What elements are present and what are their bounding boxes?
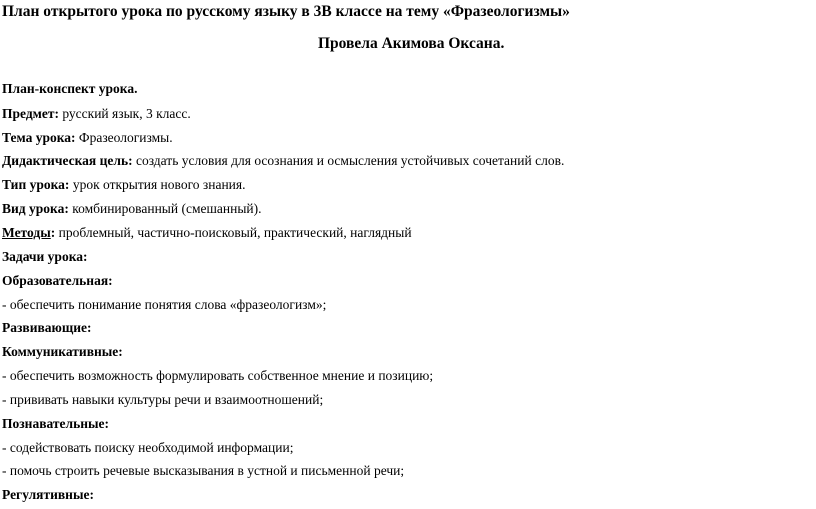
topic-label: Тема урока:: [2, 130, 76, 145]
topic-line: [2, 130, 173, 146]
goal-label: Дидактическая цель:: [2, 153, 133, 168]
cognitive-item: - помочь строить речевые высказывания в устной и письменной речи;: [2, 463, 405, 478]
developing-heading: Развивающие:: [2, 320, 92, 335]
type-value: урок открытия нового знания.: [69, 177, 246, 192]
kind-line: [2, 201, 262, 217]
goal-value: создать условия для осознания и осмысления устойчивых сочетаний слов.: [132, 153, 565, 168]
cognitive-item: - содействовать поиску необходимой информации;: [2, 440, 294, 455]
subject-label: Предмет:: [2, 106, 59, 121]
tasks-heading: Задачи урока:: [2, 249, 88, 264]
subject-line: [2, 106, 191, 122]
methods-line: [2, 225, 412, 241]
regulatory-heading: Регулятивные:: [2, 487, 94, 502]
methods-value: проблемный, частично-поисковый, практический, наглядный: [55, 225, 412, 240]
plan-heading: План-конспект урока.: [2, 81, 138, 96]
subject-value: русский язык, 3 класс.: [58, 106, 191, 121]
communicative-item: - обеспечить возможность формулировать собственное мнение и позицию;: [2, 368, 434, 383]
topic-value: Фразеологизмы.: [75, 130, 173, 145]
kind-value: комбинированный (смешанный).: [68, 201, 262, 216]
educational-heading: Образовательная:: [2, 273, 113, 288]
type-label: Тип урока:: [2, 177, 70, 192]
methods-colon: :: [50, 225, 56, 240]
communicative-heading: Коммуникативные:: [2, 344, 123, 359]
document-author: Провела Акимова Оксана.: [318, 35, 505, 52]
goal-line: [2, 153, 564, 169]
cognitive-heading: Познавательные:: [2, 416, 110, 431]
kind-label: Вид урока:: [2, 201, 69, 216]
methods-label: Методы: [2, 225, 51, 240]
type-line: [2, 177, 245, 193]
communicative-item: - прививать навыки культуры речи и взаимоотношений;: [2, 392, 324, 407]
educational-item: - обеспечить понимание понятия слова «фразеологизм»;: [2, 297, 327, 312]
document-title: План открытого урока по русскому языку в 3В классе на тему «Фразеологизмы»: [2, 3, 570, 20]
